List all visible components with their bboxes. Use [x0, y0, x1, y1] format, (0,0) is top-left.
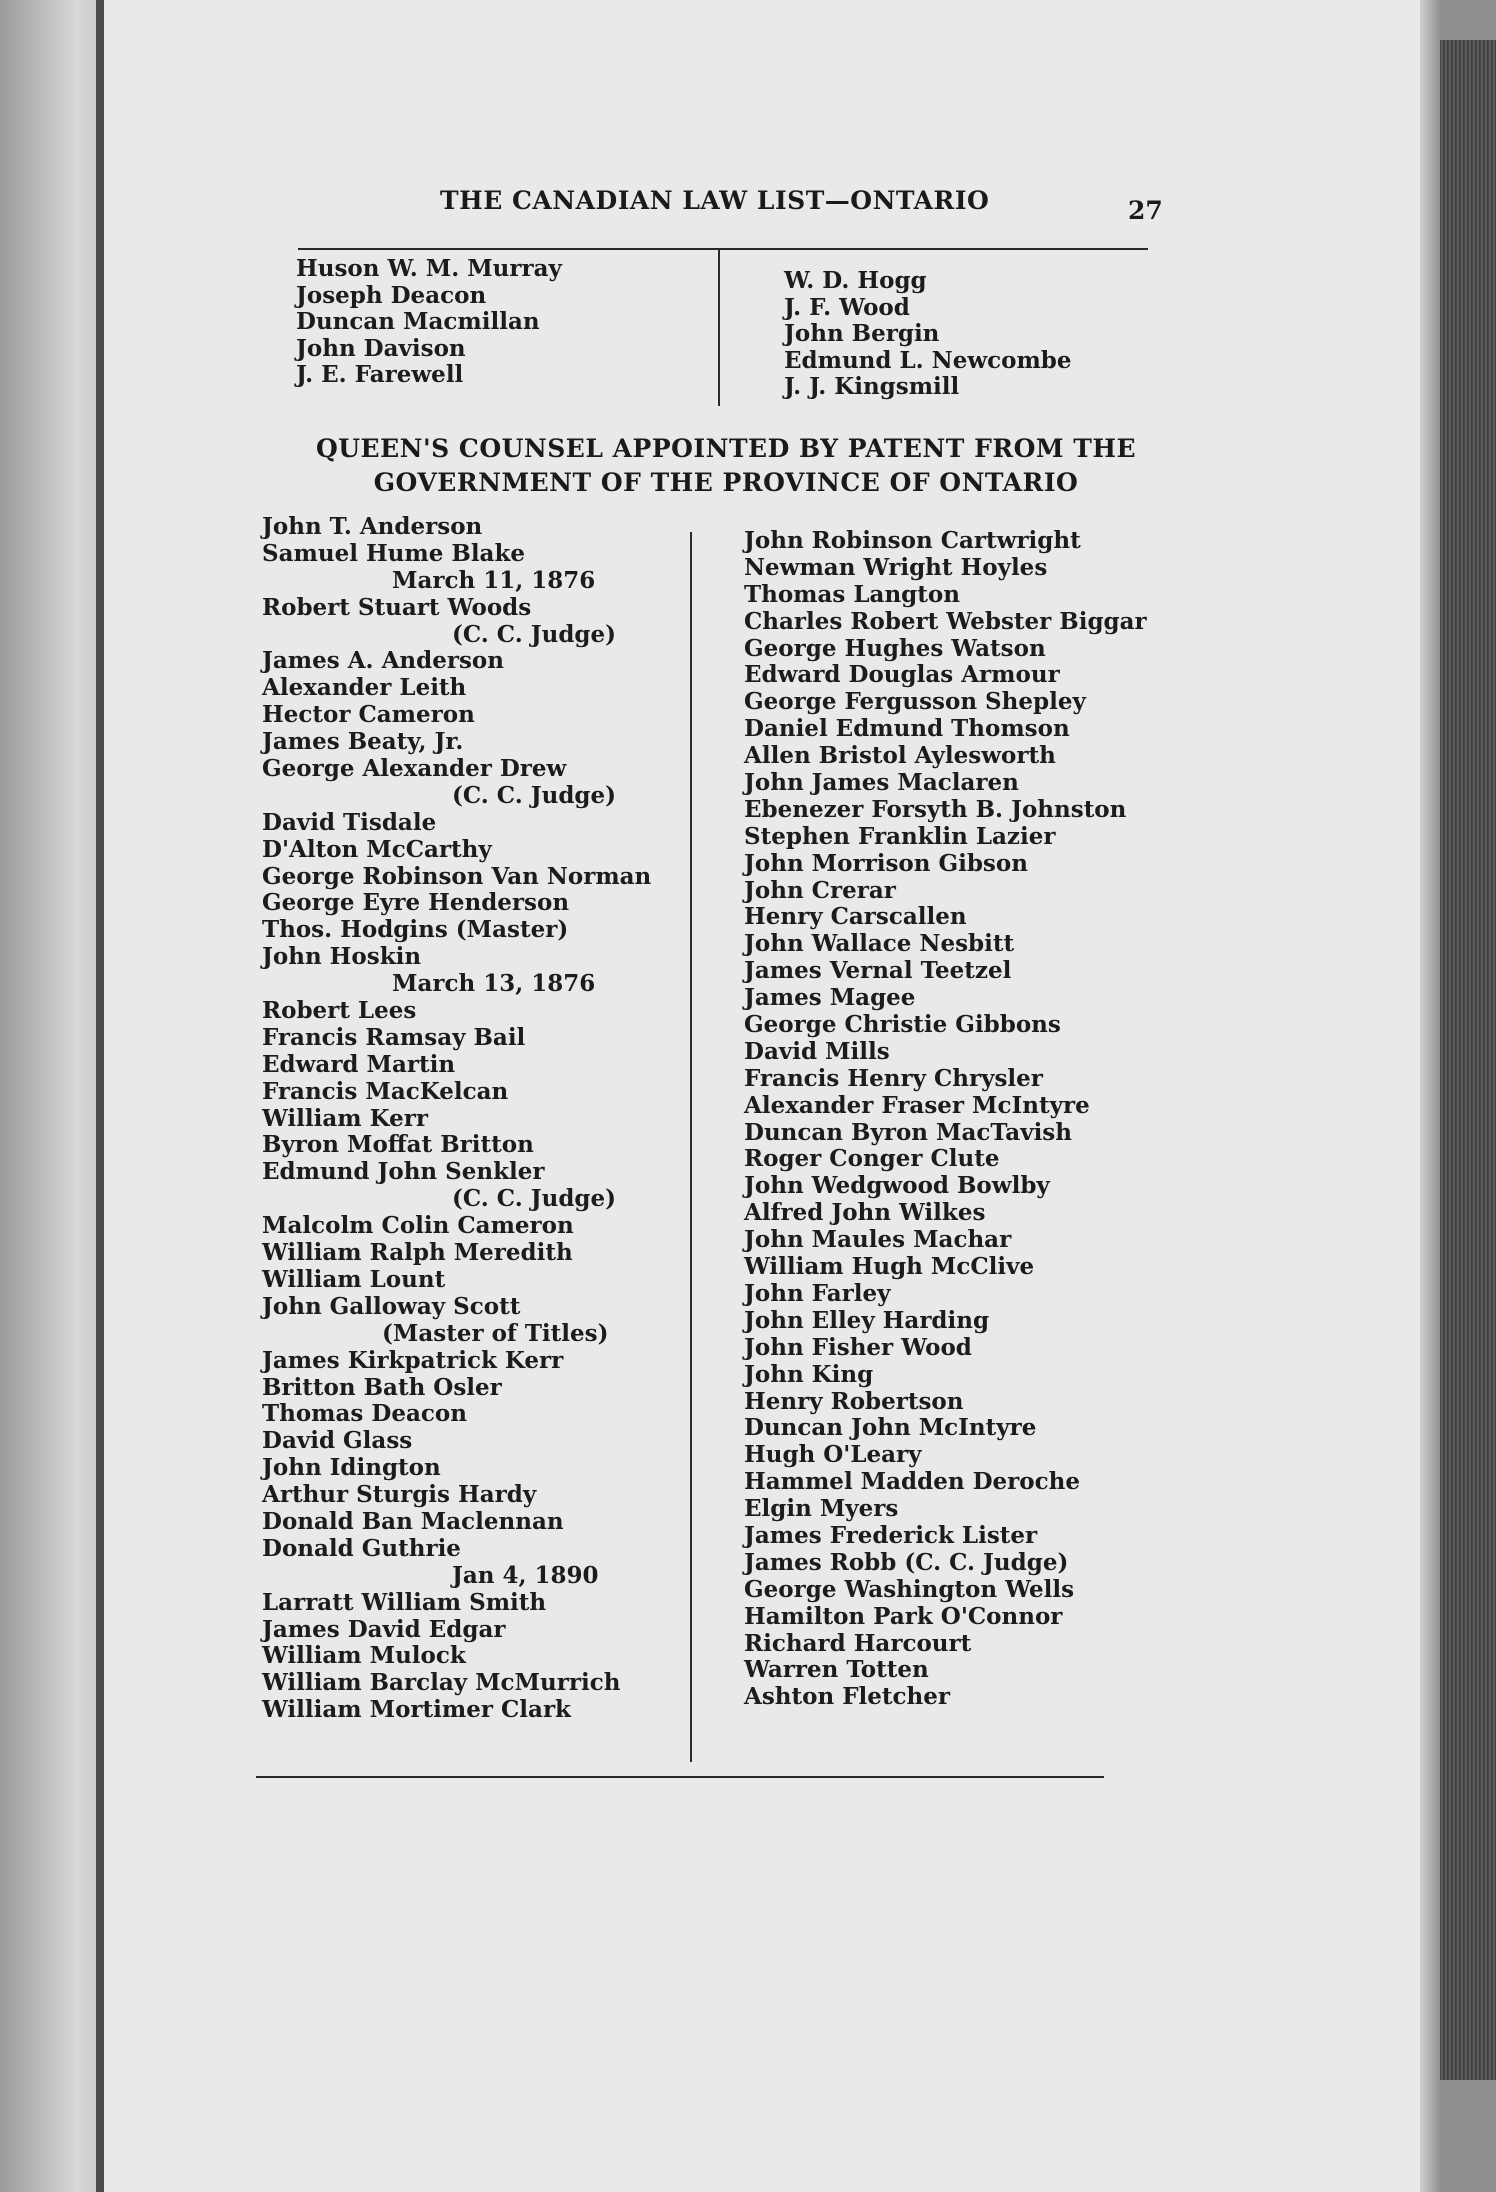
name-entry: Elgin Myers: [744, 1495, 899, 1523]
running-head: THE CANADIAN LAW LIST—ONTARIO: [440, 186, 990, 215]
name-entry: Allen Bristol Aylesworth: [744, 742, 1056, 770]
name-entry: George Alexander Drew: [262, 755, 567, 783]
name-entry: David Mills: [744, 1037, 890, 1065]
scan-backdrop: [0, 0, 110, 2192]
name-entry: Edward Martin: [262, 1050, 456, 1078]
name-entry: John Wallace Nesbitt: [744, 930, 1015, 958]
name-entry: William Ralph Meredith: [262, 1239, 573, 1267]
section-title-line: GOVERNMENT OF THE PROVINCE OF ONTARIO: [373, 468, 1079, 497]
name-entry: John Maules Machar: [744, 1226, 1012, 1254]
name-entry: George Robinson Van Norman: [262, 862, 652, 890]
name-entry: David Tisdale: [262, 808, 437, 836]
name-entry: J. F. Wood: [784, 293, 910, 321]
name-entry: John T. Anderson: [262, 513, 483, 540]
name-entry: Edmund L. Newcombe: [784, 346, 1072, 374]
date-or-note-entry: (C. C. Judge): [452, 781, 616, 809]
book-spine: [96, 0, 104, 2192]
name-entry: William Lount: [262, 1265, 446, 1293]
name-entry: Malcolm Colin Cameron: [262, 1212, 574, 1240]
name-entry: James Frederick Lister: [744, 1521, 1038, 1549]
name-entry: Alexander Leith: [262, 674, 467, 702]
name-entry: James Vernal Teetzel: [744, 957, 1012, 985]
name-entry: Duncan John McIntyre: [744, 1414, 1037, 1442]
name-entry: Alfred John Wilkes: [744, 1199, 986, 1227]
name-entry: George Fergusson Shepley: [744, 688, 1086, 716]
name-entry: James A. Anderson: [262, 647, 504, 675]
name-entry: Robert Stuart Woods: [262, 593, 532, 621]
name-entry: Hamilton Park O'Connor: [744, 1602, 1063, 1630]
section-title-line: QUEEN'S COUNSEL APPOINTED BY PATENT FROM THE: [315, 434, 1137, 463]
name-entry: James Beaty, Jr.: [262, 728, 464, 756]
name-entry: Warren Totten: [744, 1656, 929, 1684]
name-entry: Hector Cameron: [262, 701, 475, 729]
name-entry: W. D. Hogg: [784, 267, 927, 294]
name-entry: Roger Conger Clute: [744, 1145, 1000, 1173]
name-entry: Edmund John Senkler: [262, 1158, 545, 1186]
name-entry: Thomas Langton: [744, 580, 960, 608]
date-or-note-entry: (Master of Titles): [382, 1319, 609, 1347]
name-entry: James David Edgar: [262, 1615, 506, 1643]
right-column: [744, 528, 1147, 1711]
name-entry: George Christie Gibbons: [744, 1011, 1061, 1039]
name-entry: William Kerr: [262, 1104, 428, 1132]
name-entry: Larratt William Smith: [262, 1588, 547, 1616]
name-entry: Britton Bath Osler: [262, 1373, 502, 1401]
name-entry: John Davison: [296, 334, 466, 362]
name-entry: J. J. Kingsmill: [784, 373, 960, 400]
date-or-note-entry: (C. C. Judge): [452, 1185, 616, 1213]
name-entry: William Mulock: [262, 1642, 466, 1670]
name-entry: Henry Robertson: [744, 1387, 964, 1415]
name-entry: William Hugh McClive: [744, 1253, 1035, 1281]
name-entry: John Elley Harding: [744, 1306, 990, 1334]
name-entry: John James Maclaren: [744, 769, 1019, 797]
name-entry: George Washington Wells: [744, 1575, 1075, 1603]
name-entry: John Hoskin: [262, 943, 422, 971]
name-entry: Newman Wright Hoyles: [744, 553, 1048, 581]
page-number: 27: [1128, 196, 1163, 225]
name-entry: John Bergin: [784, 320, 940, 347]
name-entry: Charles Robert Webster Biggar: [744, 607, 1147, 635]
name-entry: Donald Ban Maclennan: [262, 1507, 564, 1535]
name-entry: Edward Douglas Armour: [744, 661, 1060, 689]
name-entry: Arthur Sturgis Hardy: [262, 1481, 537, 1509]
name-entry: Hammel Madden Deroche: [744, 1468, 1080, 1496]
name-entry: Stephen Franklin Lazier: [744, 822, 1056, 850]
name-entry: Joseph Deacon: [296, 281, 487, 309]
name-entry: J. E. Farewell: [296, 361, 464, 388]
date-or-note-entry: (C. C. Judge): [452, 620, 616, 648]
name-entry: Samuel Hume Blake: [262, 539, 526, 567]
name-entry: Huson W. M. Murray: [296, 255, 562, 282]
top-column-divider: [718, 250, 720, 406]
name-entry: Francis Ramsay Bail: [262, 1023, 526, 1051]
top-left-column: [296, 256, 562, 389]
column-divider: [690, 532, 692, 1762]
name-entry: Richard Harcourt: [744, 1629, 972, 1657]
left-column: [262, 514, 651, 1724]
name-entry: William Mortimer Clark: [262, 1696, 571, 1724]
name-entry: John Robinson Cartwright: [744, 527, 1081, 554]
name-entry: George Eyre Henderson: [262, 889, 570, 917]
name-entry: Duncan Byron MacTavish: [744, 1118, 1072, 1146]
name-entry: John Idington: [262, 1454, 441, 1482]
name-entry: Francis MacKelcan: [262, 1077, 509, 1105]
name-entry: James Magee: [744, 984, 916, 1012]
name-entry: John Farley: [744, 1279, 891, 1307]
name-entry: James Kirkpatrick Kerr: [262, 1346, 564, 1374]
section-title: [296, 432, 1156, 500]
name-entry: Donald Guthrie: [262, 1534, 461, 1562]
name-entry: D'Alton McCarthy: [262, 835, 492, 863]
name-entry: Henry Carscallen: [744, 903, 967, 931]
name-entry: David Glass: [262, 1427, 413, 1455]
name-entry: John Galloway Scott: [262, 1292, 521, 1320]
name-entry: Francis Henry Chrysler: [744, 1064, 1043, 1092]
name-entry: Thos. Hodgins (Master): [262, 916, 569, 944]
name-entry: Ebenezer Forsyth B. Johnston: [744, 795, 1127, 823]
footer-rule: [256, 1776, 1104, 1778]
name-entry: John Fisher Wood: [744, 1333, 972, 1361]
date-or-note-entry: Jan 4, 1890: [452, 1561, 599, 1589]
name-entry: Hugh O'Leary: [744, 1441, 922, 1469]
name-entry: George Hughes Watson: [744, 634, 1046, 662]
date-or-note-entry: March 13, 1876: [392, 970, 596, 998]
name-entry: Ashton Fletcher: [744, 1683, 951, 1711]
top-right-column: [784, 268, 1072, 401]
name-entry: Byron Moffat Britton: [262, 1131, 534, 1159]
page-edges: [1440, 40, 1496, 2080]
name-entry: John Morrison Gibson: [744, 849, 1028, 877]
name-entry: John Crerar: [744, 876, 896, 904]
page-shadow: [1420, 0, 1442, 2192]
header-rule: [298, 248, 1148, 250]
name-entry: James Robb (C. C. Judge): [744, 1548, 1069, 1576]
name-entry: Duncan Macmillan: [296, 308, 540, 335]
name-entry: Alexander Fraser McIntyre: [744, 1091, 1090, 1119]
name-entry: John Wedgwood Bowlby: [744, 1172, 1050, 1200]
name-entry: Thomas Deacon: [262, 1400, 467, 1428]
name-entry: William Barclay McMurrich: [262, 1669, 621, 1697]
name-entry: Daniel Edmund Thomson: [744, 715, 1070, 743]
name-entry: Robert Lees: [262, 997, 417, 1025]
date-or-note-entry: March 11, 1876: [392, 566, 596, 594]
name-entry: John King: [744, 1360, 874, 1388]
